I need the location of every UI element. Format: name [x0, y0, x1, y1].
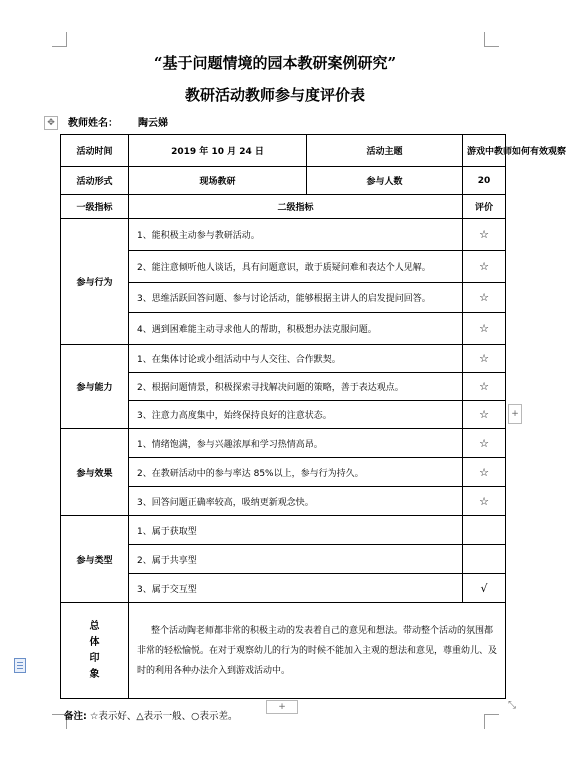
summary-text — [129, 603, 506, 699]
table-resize-icon[interactable]: ⤡ — [508, 700, 516, 711]
document-icon[interactable] — [14, 658, 26, 673]
activity-time-label: 活动时间 — [61, 135, 129, 167]
add-row-button[interactable]: + — [266, 700, 298, 714]
info-row-form — [61, 167, 506, 195]
table-move-handle-icon[interactable]: ✥ — [44, 116, 58, 130]
rating-mark — [463, 516, 506, 545]
activity-theme-label: 活动主题 — [307, 135, 463, 167]
document-subtitle: 教研活动教师参与度评价表 — [184, 86, 365, 104]
indicator-text: 3、属于交互型 — [129, 574, 463, 603]
document-title: “基于问题情境的园本教研案例研究” — [153, 54, 397, 72]
indicator-text: 1、情绪饱满，参与兴趣浓厚和学习热情高昂。 — [129, 429, 463, 458]
table-row — [61, 429, 506, 458]
note-label: 备注: — [64, 711, 87, 722]
info-row-time — [61, 135, 506, 167]
summary-char: 象 — [89, 668, 100, 680]
indicator-text: 2、根据问题情景，积极探索寻找解决问题的策略，善于表达观点。 — [129, 373, 463, 401]
activity-form-value: 现场教研 — [129, 167, 307, 195]
participant-count-label: 参与人数 — [307, 167, 463, 195]
rating-mark: ☆ — [463, 345, 506, 373]
summary-row — [61, 603, 506, 699]
indicator-text: 1、能积极主动参与教研活动。 — [129, 219, 463, 251]
indicator-text: 1、属于获取型 — [129, 516, 463, 545]
evaluation-table — [60, 134, 566, 699]
rating-mark: ☆ — [463, 283, 506, 313]
header-rating: 评价 — [463, 195, 506, 219]
teacher-label: 教师姓名： — [68, 118, 118, 129]
indicator-text: 2、在教研活动中的参与率达 85%以上，参与行为持久。 — [129, 458, 463, 487]
indicator-text: 3、回答问题正确率较高，吸纳更新观念快。 — [129, 487, 463, 516]
indicator-text: 3、注意力高度集中，始终保持良好的注意状态。 — [129, 401, 463, 429]
table-row — [61, 516, 506, 545]
crop-mark-top-right — [484, 32, 499, 47]
indicator-text: 4、遇到困难能主动寻求他人的帮助，积极想办法克服问题。 — [129, 313, 463, 345]
indicator-text: 3、思维活跃回答问题、参与讨论活动，能够根据主讲人的启发提问回答。 — [129, 283, 463, 313]
rating-mark: ☆ — [463, 313, 506, 345]
summary-char: 印 — [89, 652, 100, 664]
group-effect: 参与效果 — [61, 429, 129, 516]
group-ability: 参与能力 — [61, 345, 129, 429]
rating-mark: ☆ — [463, 251, 506, 283]
summary-content: 整个活动陶老师都非常的积极主动的发表着自己的意见和想法。带动整个活动的氛围都非常的轻松愉悦。在对于观察幼儿的行为的时候不能加入主观的想法和意见，尊重幼儿、及时的利用各种办法介入到游戏活动中。 — [137, 625, 498, 676]
header-level2: 二级指标 — [129, 195, 463, 219]
table-row — [61, 345, 506, 373]
summary-char: 总 — [89, 620, 100, 632]
rating-mark: ☆ — [463, 458, 506, 487]
rating-mark: ☆ — [463, 487, 506, 516]
table-row — [61, 219, 506, 251]
rating-mark: ☆ — [463, 401, 506, 429]
activity-time-value: 2019 年 10 月 24 日 — [129, 135, 307, 167]
rating-mark: ☆ — [463, 219, 506, 251]
summary-label — [61, 603, 129, 699]
crop-mark-top-left — [52, 32, 67, 47]
header-row — [61, 195, 506, 219]
header-level1: 一级指标 — [61, 195, 129, 219]
group-behavior: 参与行为 — [61, 219, 129, 345]
add-column-button[interactable]: + — [508, 404, 522, 424]
indicator-text: 2、能注意倾听他人谈话，具有问题意识，敢于质疑问难和表达个人见解。 — [129, 251, 463, 283]
note-text: ☆表示好、△表示一般、○表示差。 — [86, 711, 238, 722]
rating-mark: ☆ — [463, 429, 506, 458]
teacher-name: 陶云娣 — [138, 118, 168, 129]
crop-mark-bottom-right — [484, 714, 499, 729]
activity-form-label: 活动形式 — [61, 167, 129, 195]
summary-char: 体 — [89, 636, 100, 648]
rating-mark — [463, 545, 506, 574]
rating-mark-check: √ — [463, 574, 506, 603]
indicator-text: 1、在集体讨论或小组活动中与人交往、合作默契。 — [129, 345, 463, 373]
rating-mark: ☆ — [463, 373, 506, 401]
activity-theme-value: 游戏中教师如何有效观察 — [463, 135, 506, 167]
note-line — [64, 708, 237, 722]
group-type: 参与类型 — [61, 516, 129, 603]
indicator-text: 2、属于共享型 — [129, 545, 463, 574]
teacher-name-line — [68, 114, 168, 129]
participant-count-value: 20 — [463, 167, 506, 195]
